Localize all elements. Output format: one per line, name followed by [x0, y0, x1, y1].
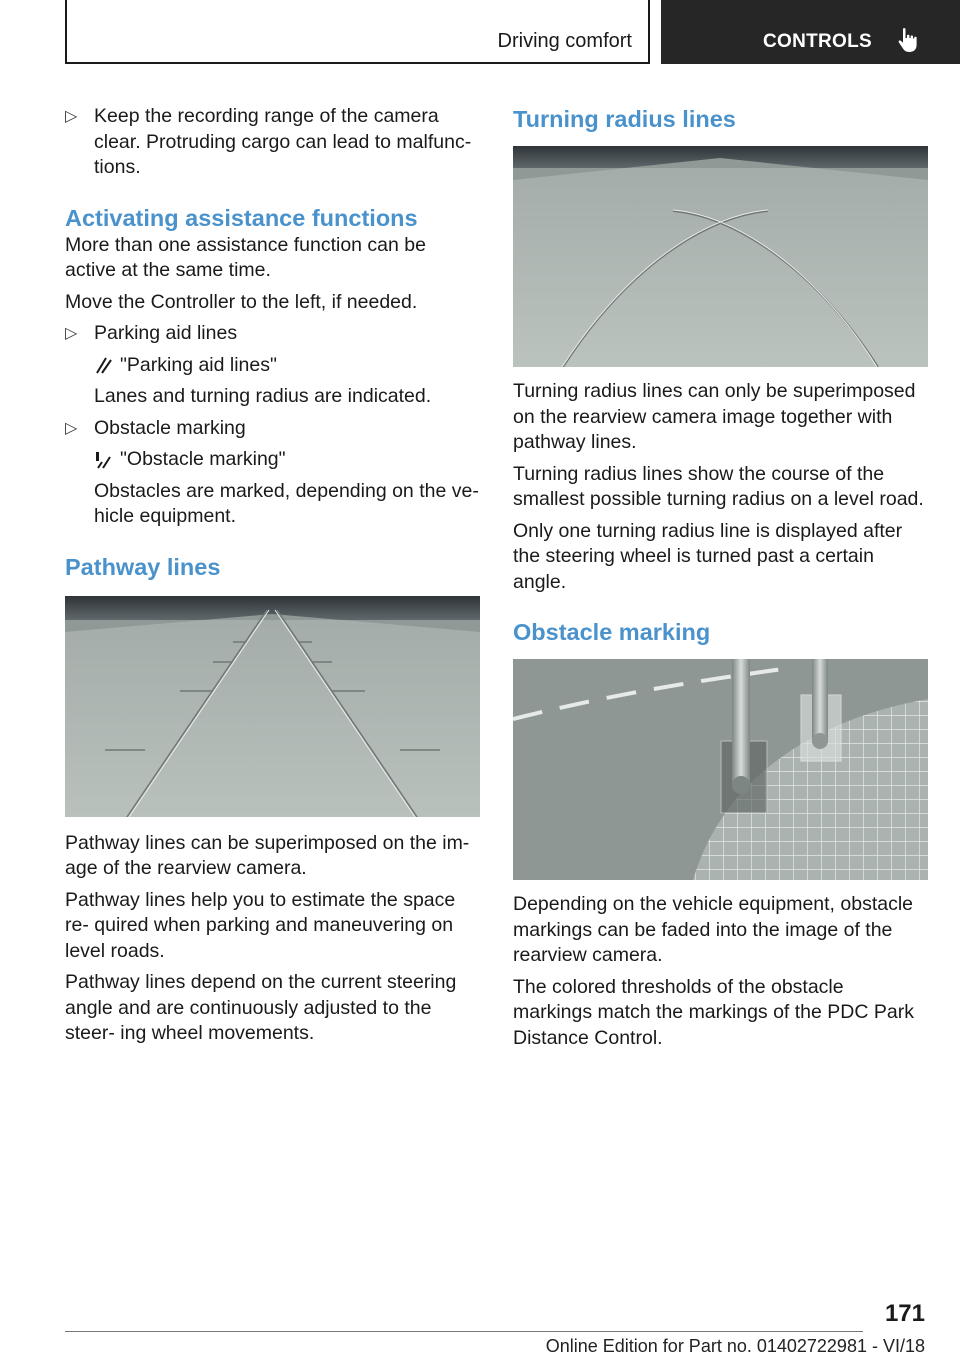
- obstacle-marking-paragraph-2: The colored thresholds of the obstacle markings match the markings of the PDC Park Distance Control.: [513, 975, 914, 1049]
- header-section-box: [65, 0, 650, 64]
- parking-aid-description: Lanes and turning radius are indicated.: [94, 385, 432, 407]
- camera-range-text: Keep the recording range of the camera clear. Protruding cargo can lead to malfunc- tions.: [94, 105, 472, 178]
- bullet-icon: ▷: [65, 325, 78, 342]
- page-number: 171: [884, 1300, 925, 1327]
- activating-heading: Activating assistance functions: [65, 204, 418, 231]
- pathway-paragraph-1: Pathway lines can be superimposed on the im- age of the rearview camera.: [65, 831, 470, 879]
- obstacle-marking-figure: [513, 659, 928, 880]
- turning-radius-paragraph-1: Turning radius lines can only be superimposed on the rearview camera image together with pathway lines.: [513, 380, 916, 453]
- right-column: [513, 104, 928, 1057]
- parking-aid-menu-entry: [65, 353, 480, 379]
- parking-aid-label: Parking aid lines: [94, 322, 238, 344]
- activating-paragraph-1: More than one assistance function can be active at the same time.: [65, 233, 426, 281]
- header-section-title: Driving comfort: [497, 30, 632, 52]
- turning-radius-paragraph-2: Turning radius lines show the course of the smallest possible turning radius on a level road.: [513, 462, 924, 510]
- obstacle-marking-menu-text: "Obstacle marking": [120, 448, 286, 470]
- turning-radius-heading: Turning radius lines: [513, 106, 736, 132]
- obstacle-marking-description: Obstacles are marked, depending on the ve- hicle equipment.: [94, 479, 479, 527]
- pathway-paragraph-3: Pathway lines depend on the current steering angle and are continuously adjusted to the steer- ing wheel movements.: [65, 971, 457, 1044]
- left-column: [65, 104, 480, 1053]
- header-chapter-title: CONTROLS: [763, 31, 873, 52]
- obstacle-marking-item: [65, 416, 480, 442]
- obstacle-marking-label: Obstacle marking: [94, 416, 246, 439]
- parking-lines-icon: [94, 356, 112, 374]
- obstacle-marking-menu-entry: [65, 447, 480, 473]
- hand-pointer-icon: [897, 27, 921, 53]
- camera-range-bullet: [65, 104, 480, 181]
- obstacle-marking-paragraph-1: Depending on the vehicle equipment, obstacle markings can be faded into the image of the rearview camera.: [513, 893, 914, 966]
- pathway-heading: Pathway lines: [65, 553, 221, 580]
- turning-radius-paragraph-3: Only one turning radius line is displayed after the steering wheel is turned past a certain angle.: [513, 519, 903, 593]
- obstacle-marking-icon: [94, 451, 112, 469]
- activating-paragraph-2: Move the Controller to the left, if needed.: [65, 290, 418, 313]
- bullet-icon: ▷: [65, 108, 78, 125]
- obstacle-marking-heading: Obstacle marking: [513, 619, 711, 645]
- header-chapter-tab: [661, 0, 960, 64]
- bullet-icon: ▷: [65, 419, 78, 437]
- pathway-paragraph-2: Pathway lines help you to estimate the space re- quired when parking and maneuvering on level roads.: [65, 888, 456, 962]
- pathway-lines-figure: [65, 596, 480, 817]
- parking-aid-menu-text: "Parking aid lines": [120, 353, 277, 376]
- turning-radius-figure: [513, 146, 928, 367]
- footer-divider: [65, 1331, 863, 1332]
- parking-aid-item: [65, 321, 480, 347]
- footer-edition: Online Edition for Part no. 01402722981 - VI/18: [545, 1336, 925, 1356]
